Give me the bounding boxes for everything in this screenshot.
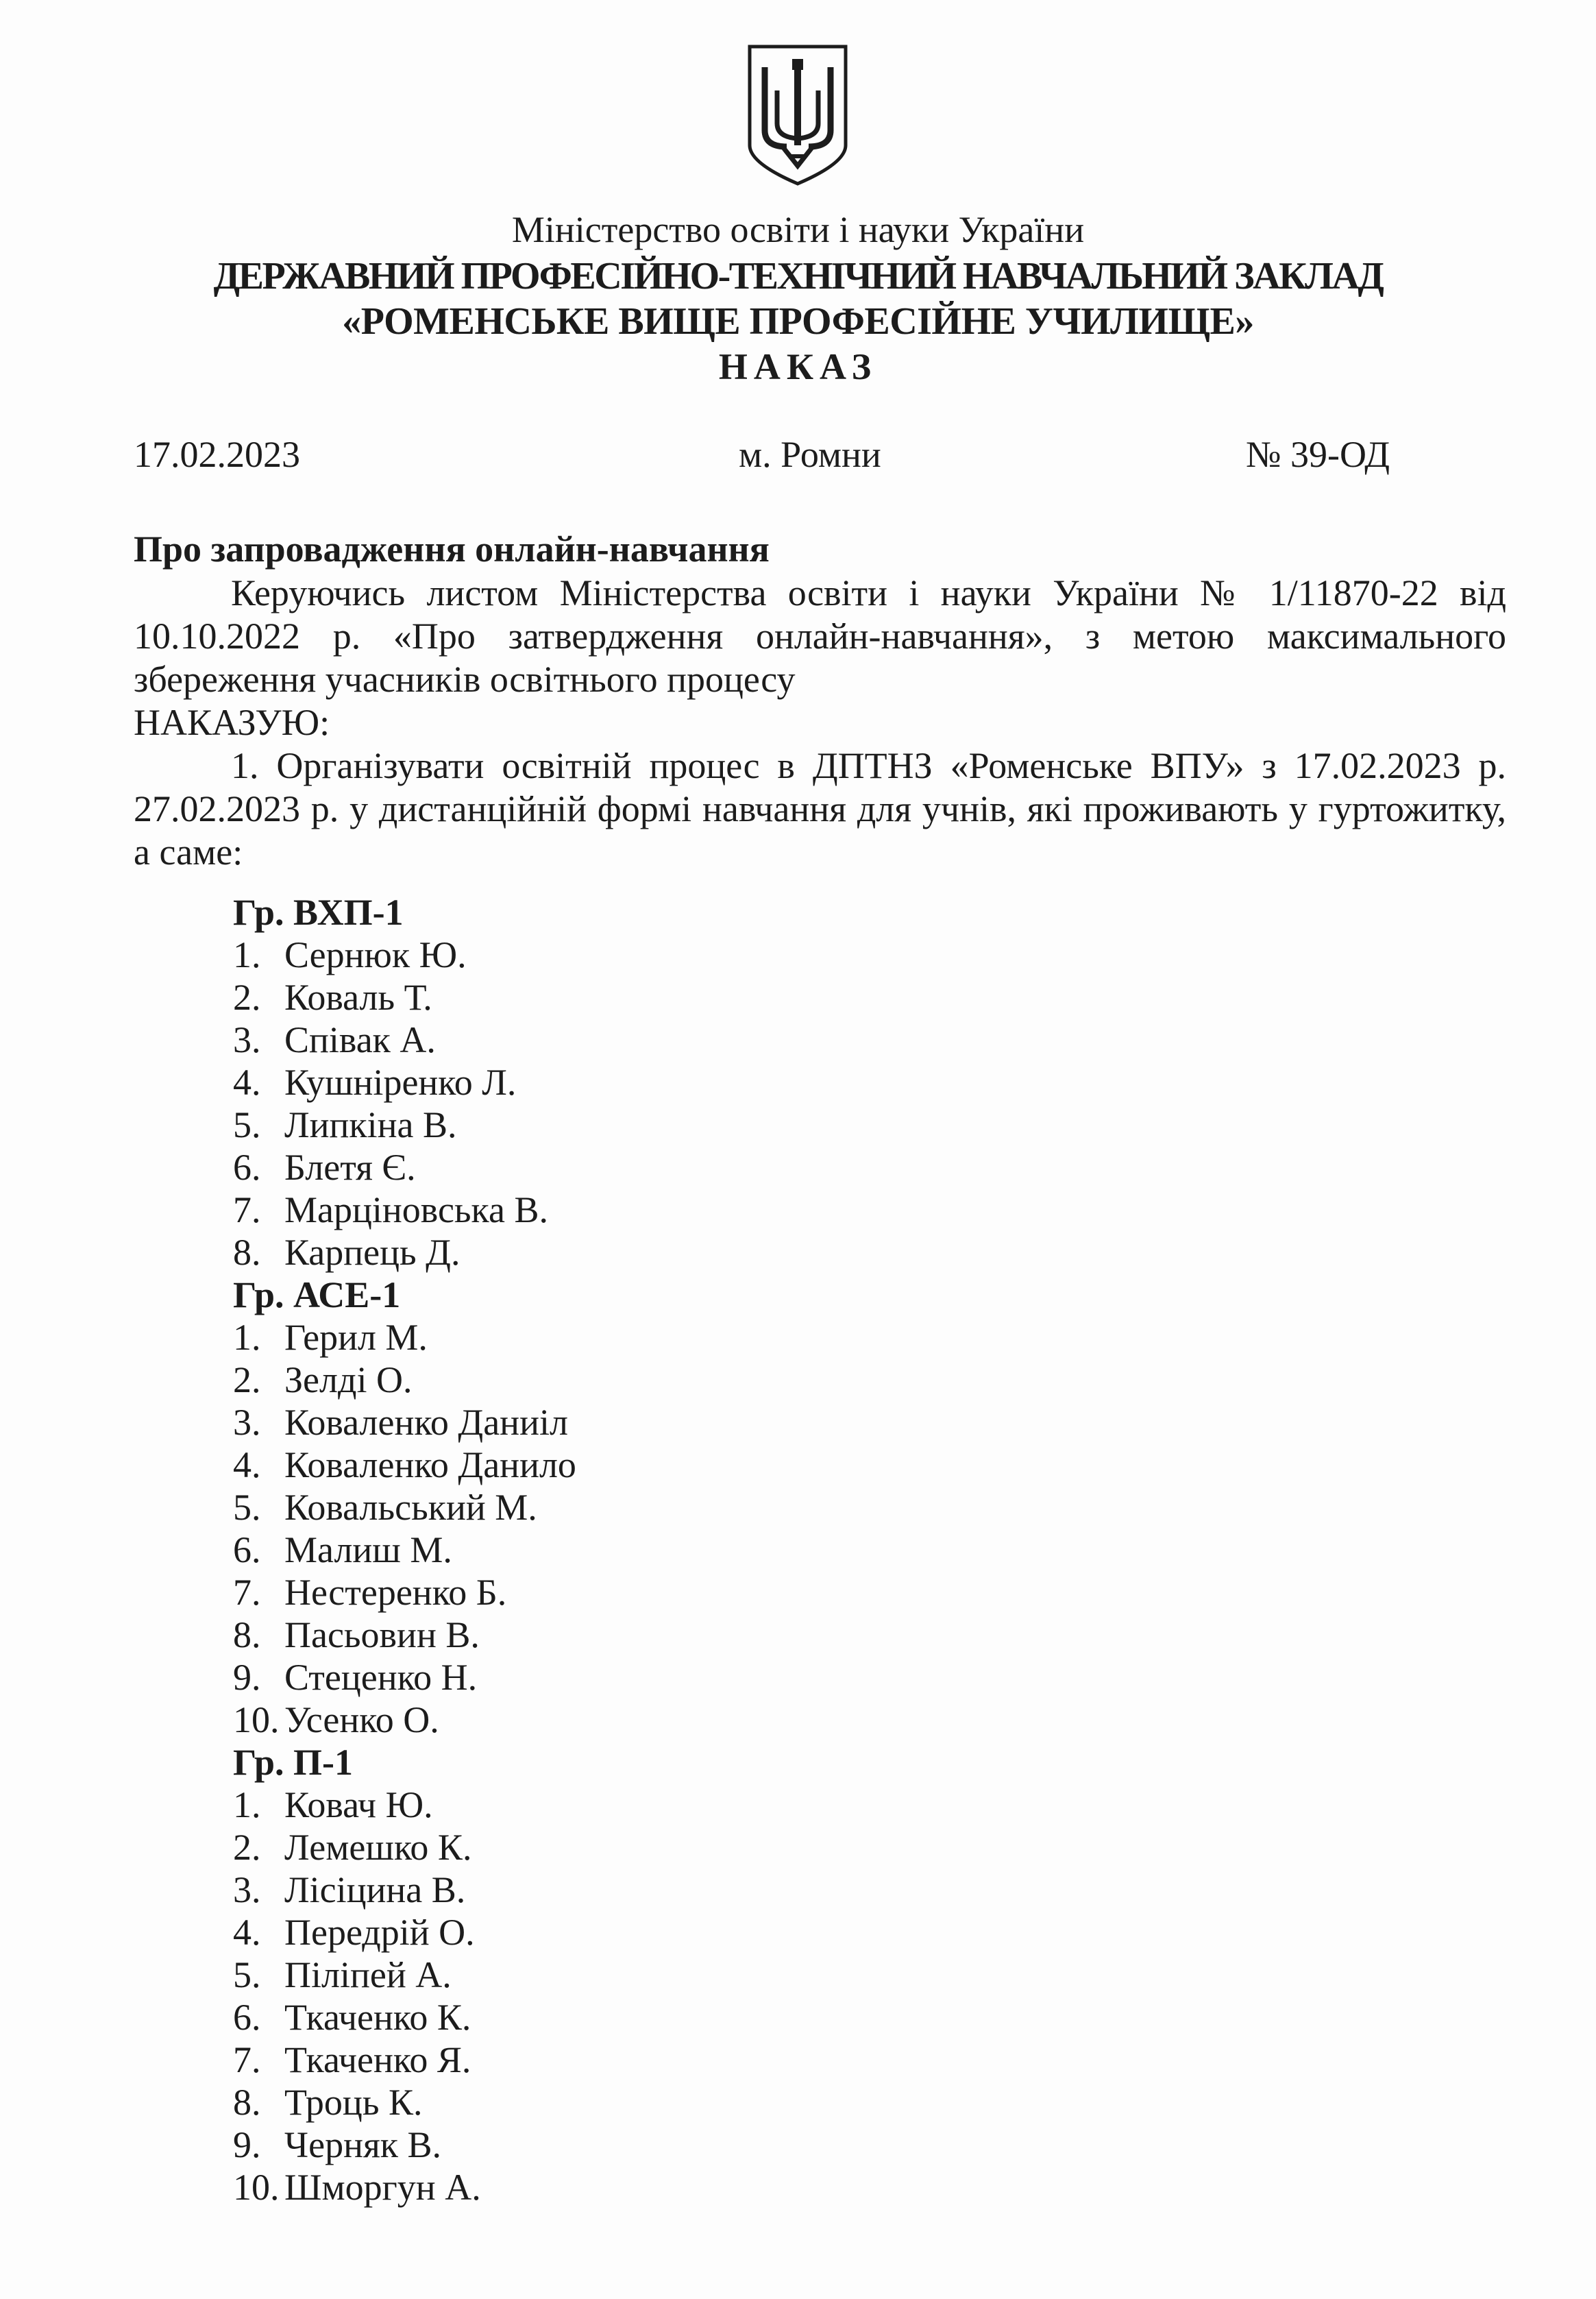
order-city: м. Ромни: [739, 434, 881, 475]
student-list-item: [233, 1656, 477, 1699]
student-name: Троць К.: [284, 2082, 423, 2123]
student-list-item: [233, 2166, 481, 2209]
student-number: 7.: [233, 1572, 261, 1613]
student-name: Коваль Т.: [284, 977, 432, 1018]
student-name: Блетя Є.: [284, 1147, 416, 1188]
student-name: Сернюк Ю.: [284, 934, 467, 975]
order-item-1: 1. Організувати освітній процес в ДПТНЗ «Роменське ВПУ» з 17.02.2023 р. 27.02.2023 р. у дистанційній формі навчання для учнів, які проживають у гуртожитку, а саме:: [134, 745, 1506, 873]
student-name: Шморгун А.: [284, 2167, 481, 2208]
student-name: Зелді О.: [284, 1359, 413, 1400]
student-list-item: [233, 1316, 428, 1359]
student-name: Герил М.: [284, 1317, 428, 1358]
student-list-item: [233, 1996, 471, 2039]
preamble-paragraph: Керуючись листом Міністерства освіти і науки України № 1/11870-22 від 10.10.2022 р. «Про затвердження онлайн-навчання», з метою максимального збереження учасників освітнього процесу: [134, 572, 1506, 700]
order-number: № 39-ОД: [1246, 434, 1390, 475]
student-list-item: [233, 1401, 568, 1444]
student-number: 1.: [233, 1784, 261, 1825]
student-number: 10.: [233, 2167, 280, 2208]
student-name: Коваленко Данило: [284, 1444, 576, 1485]
student-name: Малиш М.: [284, 1529, 452, 1570]
student-list-item: [233, 1826, 471, 1869]
group-title: Гр. П-1: [233, 1742, 353, 1783]
student-number: 4.: [233, 1912, 261, 1953]
student-number: 10.: [233, 1699, 280, 1740]
student-name: Коваленко Даниіл: [284, 1402, 568, 1443]
student-name: Ткаченко К.: [284, 1997, 471, 2038]
student-number: 7.: [233, 1189, 261, 1230]
student-number: 3.: [233, 1402, 261, 1443]
student-number: 4.: [233, 1062, 261, 1103]
student-list-item: [233, 1359, 412, 1401]
order-date: 17.02.2023: [134, 434, 300, 475]
student-list-item: [233, 1699, 439, 1741]
student-number: 7.: [233, 2039, 261, 2080]
student-name: Лемешко К.: [284, 1827, 472, 1868]
student-list-item: [233, 1911, 475, 1954]
student-list-item: [233, 1954, 452, 1996]
student-list-item: [233, 1231, 461, 1274]
student-number: 5.: [233, 1104, 261, 1145]
student-list-item: [233, 2081, 422, 2124]
student-number: 8.: [233, 2082, 261, 2123]
student-name: Ковальський М.: [284, 1487, 537, 1528]
student-number: 9.: [233, 2124, 261, 2165]
student-name: Ткаченко Я.: [284, 2039, 471, 2080]
group-title: Гр. АСЕ-1: [233, 1274, 401, 1315]
student-list-item: [233, 1444, 576, 1486]
student-list-item: [233, 976, 432, 1019]
student-number: 4.: [233, 1444, 261, 1485]
student-list-item: [233, 2124, 441, 2166]
student-number: 2.: [233, 1359, 261, 1400]
student-name: Пасьовин В.: [284, 1614, 480, 1655]
student-list-item: [233, 1146, 416, 1189]
student-number: 5.: [233, 1487, 261, 1528]
student-number: 2.: [233, 1827, 261, 1868]
student-list-item: [233, 1104, 457, 1146]
student-list-item: [233, 934, 467, 976]
student-name: Лісіцина В.: [284, 1869, 466, 1910]
student-list-item: [233, 1486, 537, 1529]
order-subject: Про запровадження онлайн-навчання: [134, 528, 770, 570]
student-number: 9.: [233, 1657, 261, 1698]
student-list-item: [233, 1784, 433, 1826]
student-name: Карпець Д.: [284, 1232, 461, 1273]
student-list-item: [233, 1869, 465, 1911]
student-name: Піліпей А.: [284, 1954, 452, 1995]
student-list-item: [233, 1019, 436, 1061]
document-type-title: НАКАЗ: [718, 346, 878, 387]
student-name: Марціновська В.: [284, 1189, 548, 1230]
student-list-item: [233, 1571, 506, 1614]
student-name: Нестеренко Б.: [284, 1572, 507, 1613]
student-list-item: [233, 1614, 480, 1656]
student-name: Стеценко Н.: [284, 1657, 478, 1698]
student-name: Липкіна В.: [284, 1104, 457, 1145]
order-word: НАКАЗУЮ:: [134, 702, 330, 743]
student-name: Усенко О.: [284, 1699, 439, 1740]
student-number: 8.: [233, 1232, 261, 1273]
student-number: 3.: [233, 1869, 261, 1910]
student-name: Черняк В.: [284, 2124, 442, 2165]
institution-name-line1: ДЕРЖАВНИЙ ПРОФЕСІЙНО-ТЕХНІЧНИЙ НАВЧАЛЬНИЙ ЗАКЛАД: [213, 255, 1383, 297]
ministry-name: Міністерство освіти і науки України: [511, 209, 1085, 250]
student-name: Кушніренко Л.: [284, 1062, 517, 1103]
student-number: 6.: [233, 1529, 261, 1570]
group-title: Гр. ВХП-1: [233, 892, 404, 933]
student-name: Ковач Ю.: [284, 1784, 433, 1825]
student-name: Співак А.: [284, 1019, 436, 1060]
student-list-item: [233, 1189, 548, 1231]
student-number: 2.: [233, 977, 261, 1018]
coat-of-arms-emblem: [744, 42, 851, 188]
student-number: 1.: [233, 934, 261, 975]
student-list-item: [233, 1061, 516, 1104]
institution-name-line2: «РОМЕНСЬКЕ ВИЩЕ ПРОФЕСІЙНЕ УЧИЛИЩЕ»: [342, 300, 1254, 343]
student-number: 6.: [233, 1997, 261, 2038]
student-list-item: [233, 2039, 471, 2081]
student-number: 5.: [233, 1954, 261, 1995]
student-number: 8.: [233, 1614, 261, 1655]
student-name: Передрій О.: [284, 1912, 475, 1953]
student-number: 1.: [233, 1317, 261, 1358]
student-list-item: [233, 1529, 452, 1571]
student-number: 6.: [233, 1147, 261, 1188]
student-number: 3.: [233, 1019, 261, 1060]
